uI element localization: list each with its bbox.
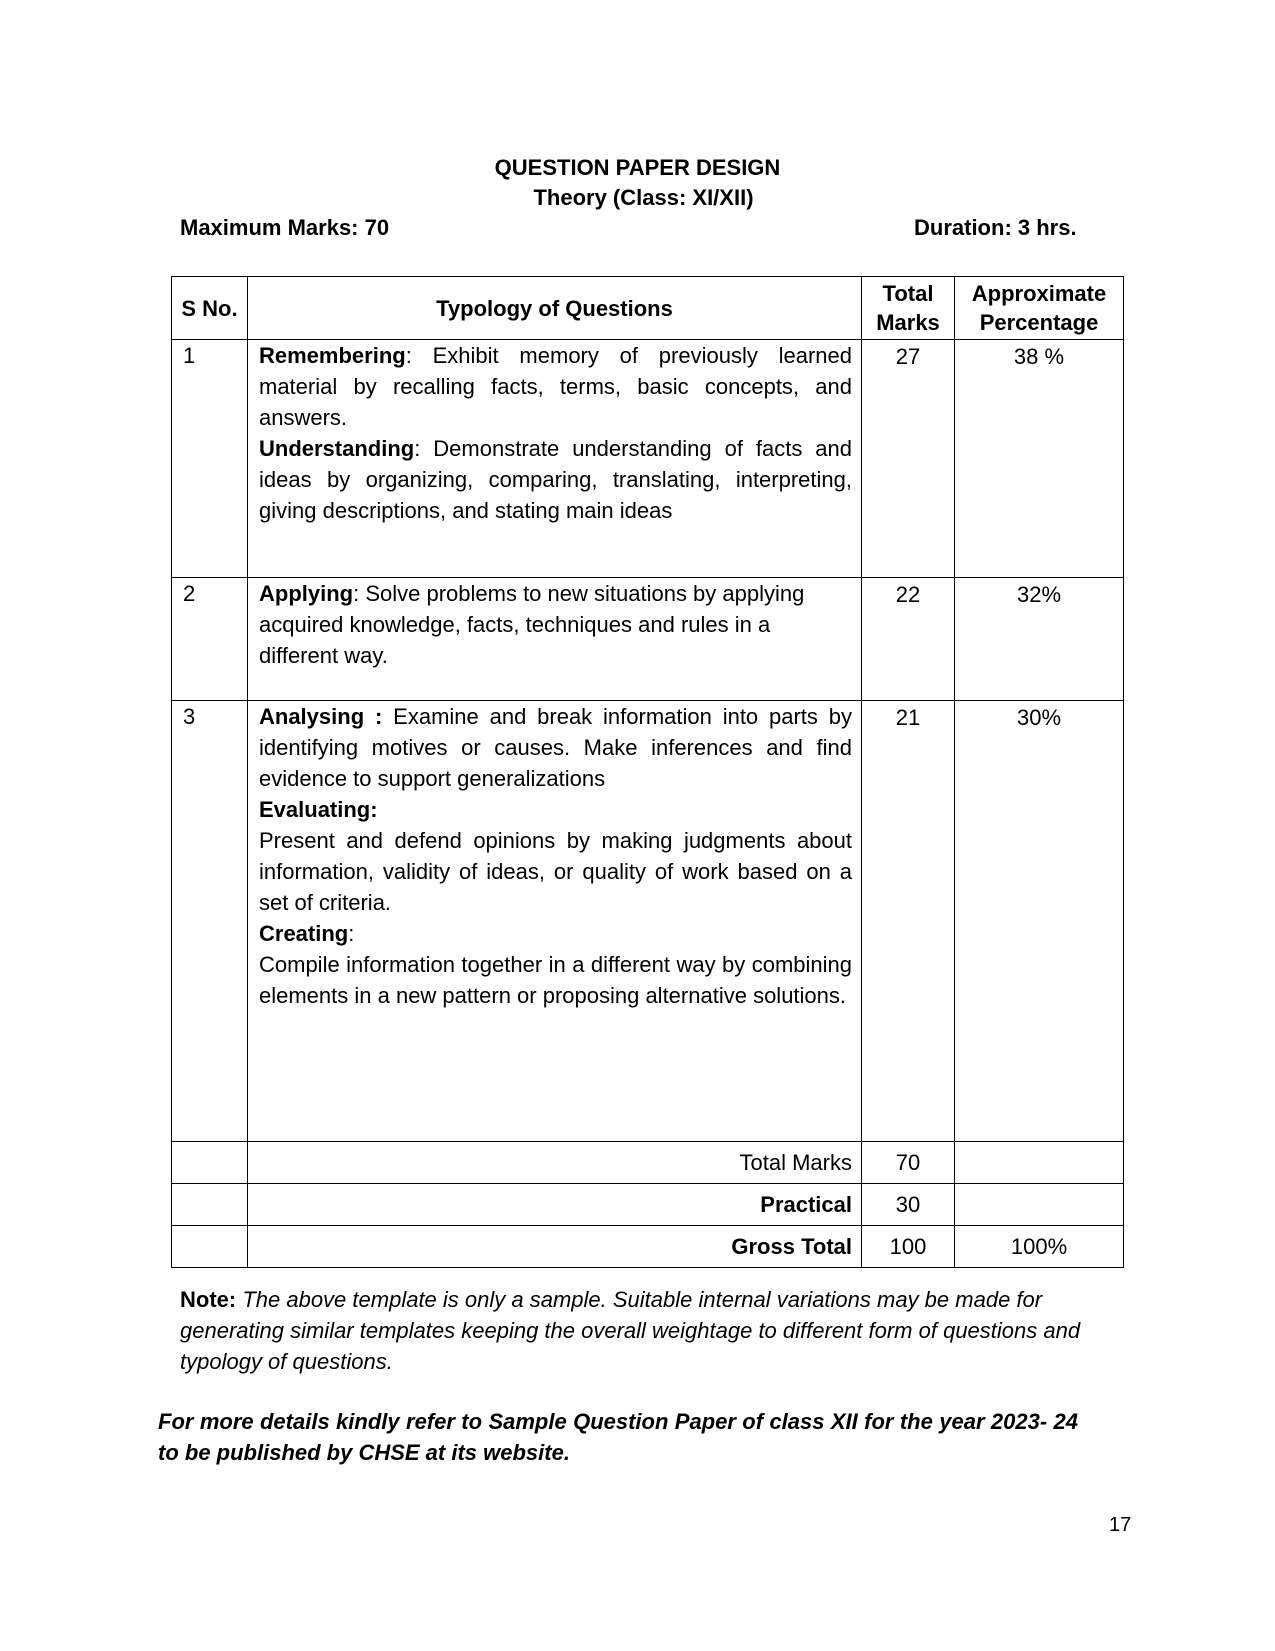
row-sno: 2 <box>172 578 248 701</box>
summary-empty-cell <box>172 1142 248 1184</box>
header-total-marks-line2: Marks <box>876 310 940 335</box>
page-subtitle: Theory (Class: XI/XII) <box>533 185 754 210</box>
row-marks: 27 <box>862 340 955 578</box>
summary-empty-cell <box>172 1184 248 1226</box>
text-creating: Compile information together in a different way by combining elements in a new pattern or proposing alternative solutions. <box>259 952 852 1008</box>
row-percentage: 32% <box>955 578 1124 701</box>
note-label: Note: <box>180 1287 237 1312</box>
summary-percentage <box>955 1142 1124 1184</box>
text-evaluating: Present and defend opinions by making judgments about information, validity of ideas, or quality of work based on a set of criteria. <box>259 828 852 915</box>
row-marks: 22 <box>862 578 955 701</box>
question-design-table <box>171 276 1124 1268</box>
table-header-row <box>172 277 1124 340</box>
remembering-item <box>259 340 852 433</box>
summary-row-total-marks <box>172 1142 1124 1184</box>
summary-row-gross-total <box>172 1226 1124 1268</box>
summary-label: Practical <box>248 1184 862 1226</box>
summary-marks: 70 <box>862 1142 955 1184</box>
header-percentage-line2: Percentage <box>979 310 1099 335</box>
page-title: QUESTION PAPER DESIGN <box>494 155 781 180</box>
text-understanding: : Demonstrate understanding of facts and ideas by organizing, comparing, translating, interpreting, giving descriptions, and stating main ideas <box>259 436 852 523</box>
summary-percentage <box>955 1184 1124 1226</box>
text-applying: : Solve problems to new situations by applying acquired knowledge, facts, techniques and rules in a different way. <box>259 581 805 668</box>
term-applying: Applying <box>259 581 354 606</box>
text-analysing: Examine and break information into parts by identifying motives or causes. Make inferences and find evidence to support generalizations <box>259 704 853 791</box>
term-understanding: Understanding <box>259 436 415 461</box>
header-total-marks <box>862 277 955 340</box>
creating-item <box>259 918 852 949</box>
header-percentage <box>955 277 1124 340</box>
note-paragraph <box>180 1284 1140 1377</box>
row-description <box>248 701 862 1142</box>
header-percentage-line1: Approximate <box>971 281 1107 306</box>
table-row <box>172 701 1124 1142</box>
row-percentage: 38 % <box>955 340 1124 578</box>
duration: Duration: 3 hrs. <box>914 215 1077 240</box>
term-evaluating: Evaluating: <box>259 797 378 822</box>
row-percentage: 30% <box>955 701 1124 1142</box>
understanding-item <box>259 433 852 526</box>
summary-row-practical <box>172 1184 1124 1226</box>
summary-marks: 100 <box>862 1226 955 1268</box>
note-text: The above template is only a sample. Suitable internal variations may be made for generating similar templates keeping the overall weightage to different form of questions and typology of questions. <box>180 1287 1081 1374</box>
row-marks: 21 <box>862 701 955 1142</box>
summary-label: Total Marks <box>248 1142 862 1184</box>
table-row <box>172 578 1124 701</box>
term-creating: Creating <box>259 921 349 946</box>
creating-colon: : <box>348 921 355 946</box>
header-typology: Typology of Questions <box>248 277 862 340</box>
summary-marks: 30 <box>862 1184 955 1226</box>
row-description <box>248 578 862 701</box>
header-sno: S No. <box>172 277 248 340</box>
applying-item <box>259 578 852 671</box>
row-sno: 1 <box>172 340 248 578</box>
term-remembering: Remembering <box>259 343 406 368</box>
maximum-marks: Maximum Marks: 70 <box>180 215 390 240</box>
page-number: 17 <box>1109 1514 1132 1536</box>
row-sno: 3 <box>172 701 248 1142</box>
summary-percentage: 100% <box>955 1226 1124 1268</box>
row-description <box>248 340 862 578</box>
table-row <box>172 340 1124 578</box>
footer-reference: For more details kindly refer to Sample Question Paper of class XII for the year 2023- 24 to be published by CHSE at its website. <box>158 1409 1078 1465</box>
analysing-item <box>259 701 852 794</box>
term-analysing: Analysing : <box>259 704 383 729</box>
summary-label: Gross Total <box>248 1226 862 1268</box>
header-total-marks-line1: Total <box>882 281 934 306</box>
text-remembering: : Exhibit memory of previously learned material by recalling facts, terms, basic concepts, and answers. <box>259 343 852 430</box>
summary-empty-cell <box>172 1226 248 1268</box>
